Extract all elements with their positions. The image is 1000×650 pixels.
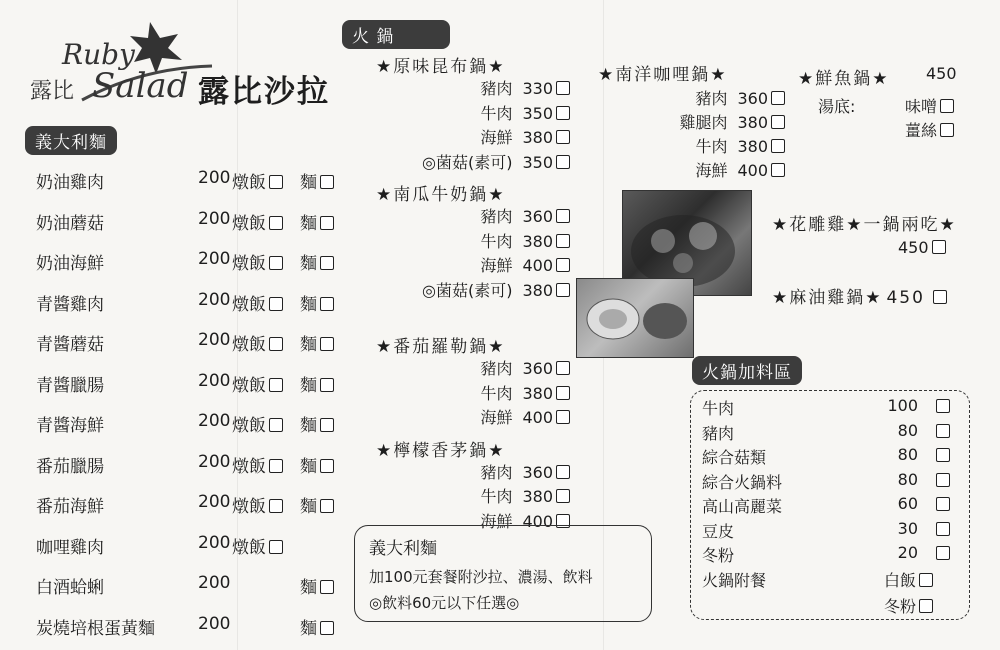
option-rice-label: 燉飯	[232, 173, 266, 193]
checkbox[interactable]	[269, 378, 283, 392]
set-note-box	[354, 525, 652, 622]
pasta-item[interactable]	[36, 573, 336, 598]
hotpot-item[interactable]	[679, 110, 785, 133]
option-noodle[interactable]	[300, 573, 334, 598]
option-rice[interactable]	[232, 330, 283, 355]
checkbox[interactable]	[556, 81, 570, 95]
hotpot-item[interactable]	[480, 204, 570, 227]
option-noodle-label: 麵	[300, 578, 317, 598]
checkbox[interactable]	[320, 418, 334, 432]
hotpot-section-label: 火 鍋	[342, 20, 450, 49]
addon-item-name: 綜合火鍋料	[702, 472, 783, 492]
hotpot-item-name: 牛肉	[480, 231, 513, 251]
pasta-item-price: 200	[198, 492, 231, 512]
checkbox[interactable]	[320, 459, 334, 473]
option-noodle-label: 麵	[300, 375, 317, 396]
pasta-item-name: 青醬臘腸	[36, 375, 104, 396]
hotpot-item[interactable]	[422, 278, 570, 301]
pasta-item-price: 200	[198, 330, 231, 350]
option-noodle-label: 麵	[300, 335, 317, 355]
pasta-item-price: 200	[198, 289, 231, 310]
checkbox[interactable]	[940, 123, 954, 137]
hotpot-item[interactable]	[480, 253, 570, 276]
option-noodle-label: 麵	[300, 618, 317, 639]
hotpot-item-name: 雞腿肉	[679, 113, 728, 132]
option-rice-label: 燉飯	[232, 254, 266, 274]
hotpot-item-price: 360	[522, 207, 553, 226]
pasta-item-name: 奶油雞肉	[36, 173, 104, 193]
hotpot-item-price: 400	[522, 511, 553, 531]
checkbox[interactable]	[269, 256, 283, 270]
option-rice[interactable]	[232, 290, 283, 315]
checkbox[interactable]	[556, 258, 570, 272]
pasta-item-price: 200	[198, 532, 231, 553]
addon-item-price: 20	[897, 543, 918, 562]
option-rice[interactable]	[232, 168, 283, 193]
pasta-item-name: 奶油蘑菇	[36, 213, 104, 234]
checkbox[interactable]	[556, 465, 570, 479]
hotpot-list	[360, 52, 570, 531]
checkbox[interactable]	[269, 499, 283, 513]
pasta-item-price: 200	[198, 573, 231, 593]
hotpot-group-title: ★原味昆布鍋★	[376, 57, 506, 77]
option-noodle[interactable]	[300, 209, 334, 234]
pasta-item-price: 200	[198, 208, 231, 229]
option-rice[interactable]	[232, 533, 283, 558]
pasta-item-name: 炭燒培根蛋黃麵	[36, 618, 155, 639]
hotpot-item-price: 400	[737, 161, 768, 180]
option-noodle[interactable]	[300, 290, 334, 315]
checkbox[interactable]	[269, 297, 283, 311]
hotpot-item-price: 380	[522, 280, 553, 300]
checkbox[interactable]	[269, 418, 283, 432]
option-noodle[interactable]	[300, 168, 334, 193]
checkbox[interactable]	[556, 361, 570, 375]
addons-list	[702, 396, 954, 566]
checkbox[interactable]	[269, 540, 283, 554]
pasta-item-name: 咖哩雞肉	[36, 537, 104, 558]
checkbox[interactable]	[556, 234, 570, 248]
option-rice-label: 燉飯	[232, 375, 266, 396]
option-rice[interactable]	[232, 411, 283, 436]
hotpot-item-price: 380	[522, 487, 553, 506]
option-rice-label: 燉飯	[232, 537, 266, 558]
hotpot-item[interactable]	[695, 134, 785, 157]
restaurant-name: 露比沙拉	[198, 74, 330, 110]
checkbox[interactable]	[269, 216, 283, 230]
option-noodle[interactable]	[300, 452, 334, 477]
hotpot-item-name: ◎菌菇(素可)	[422, 280, 513, 300]
hotpot-item-name: ◎菌菇(素可)	[422, 152, 513, 172]
option-rice-label: 燉飯	[232, 497, 266, 517]
pasta-item[interactable]	[36, 208, 336, 234]
pasta-item[interactable]	[36, 249, 336, 274]
checkbox[interactable]	[940, 99, 954, 113]
option-noodle[interactable]	[300, 330, 334, 355]
hotpot-item-price: 360	[522, 359, 553, 378]
option-rice-label: 燉飯	[232, 294, 266, 315]
checkbox[interactable]	[936, 424, 950, 438]
option-noodle-label: 麵	[300, 294, 317, 315]
hotpot-item[interactable]	[695, 158, 785, 181]
option-noodle[interactable]	[300, 249, 334, 274]
checkbox[interactable]	[320, 337, 334, 351]
option-noodle-label: 麵	[300, 254, 317, 274]
checkbox[interactable]	[771, 91, 785, 105]
logo-text-salad: Salad	[92, 66, 189, 106]
pasta-item[interactable]	[36, 492, 336, 517]
addon-item-price: 60	[897, 494, 918, 513]
addon-item-price: 100	[887, 396, 918, 415]
checkbox[interactable]	[936, 546, 950, 560]
hotpot-item-name: 海鮮	[695, 161, 728, 180]
hotpot-item-name: 豬肉	[480, 207, 513, 226]
hotpot-item-name: 牛肉	[480, 487, 513, 506]
checkbox[interactable]	[919, 599, 933, 613]
broth-label: 湯底:	[818, 97, 856, 116]
checkbox[interactable]	[933, 290, 947, 304]
option-noodle[interactable]	[300, 371, 334, 396]
pasta-section-label: 義大利麵	[25, 126, 117, 155]
sesame-pot[interactable]	[772, 283, 947, 308]
checkbox[interactable]	[556, 106, 570, 120]
pasta-item[interactable]	[36, 289, 336, 315]
checkbox[interactable]	[936, 399, 950, 413]
curry-pot-group	[598, 60, 793, 180]
hotpot-item-price: 400	[522, 408, 553, 427]
pasta-item[interactable]	[36, 613, 336, 639]
checkbox[interactable]	[320, 499, 334, 513]
hotpot-item-price: 380	[737, 113, 768, 132]
broth-option-miso[interactable]: 味噌	[905, 94, 954, 117]
hotpot-item[interactable]	[480, 101, 570, 124]
pasta-item-name: 番茄臘腸	[36, 456, 104, 477]
checkbox[interactable]	[320, 216, 334, 230]
addons-section-label: 火鍋加料區	[692, 356, 802, 385]
pasta-item-name: 青醬雞肉	[36, 294, 104, 315]
hotpot-item[interactable]	[480, 460, 570, 483]
checkbox[interactable]	[269, 337, 283, 351]
addon-item-name: 牛肉	[702, 399, 735, 418]
hotpot-item-name: 海鮮	[480, 408, 513, 427]
pasta-item[interactable]	[36, 411, 336, 436]
pasta-item-name: 番茄海鮮	[36, 497, 104, 517]
hotpot-item-price: 360	[737, 89, 768, 108]
addon-item-name: 豆皮	[702, 521, 735, 541]
option-rice[interactable]	[232, 249, 283, 274]
checkbox[interactable]	[320, 256, 334, 270]
checkbox[interactable]	[320, 297, 334, 311]
option-rice[interactable]	[232, 452, 283, 477]
set-note-title: 義大利麵	[369, 539, 437, 559]
checkbox[interactable]	[771, 139, 785, 153]
hotpot-item[interactable]	[695, 86, 785, 109]
option-rice-label: 燉飯	[232, 416, 266, 436]
hotpot-item-name: 豬肉	[480, 359, 513, 378]
option-rice[interactable]	[232, 492, 283, 517]
pasta-photo	[576, 278, 694, 358]
pasta-item-price: 200	[198, 370, 231, 391]
hotpot-item-name: 海鮮	[480, 256, 513, 275]
hotpot-item[interactable]	[480, 484, 570, 507]
hotpot-item-name: 豬肉	[480, 79, 513, 98]
hotpot-item[interactable]	[480, 76, 570, 99]
addon-item-name: 豬肉	[702, 423, 735, 443]
checkbox[interactable]	[556, 410, 570, 424]
sesame-pot-title: ★麻油雞鍋★	[772, 288, 883, 308]
checkbox[interactable]	[320, 175, 334, 189]
addon-item-name: 冬粉	[702, 546, 735, 565]
side-label: 火鍋附餐	[702, 571, 767, 590]
pasta-item-price: 200	[198, 451, 231, 472]
hotpot-item-name: 豬肉	[695, 89, 728, 108]
pasta-list	[36, 168, 336, 639]
side-option-vermicelli[interactable]: 冬粉	[884, 594, 933, 617]
checkbox[interactable]	[556, 386, 570, 400]
option-noodle-label: 麵	[300, 173, 317, 193]
checkbox[interactable]	[556, 283, 570, 297]
option-rice-label: 燉飯	[232, 456, 266, 477]
checkbox[interactable]	[556, 130, 570, 144]
pasta-item-name: 奶油海鮮	[36, 254, 104, 274]
option-rice-label: 燉飯	[232, 213, 266, 234]
pasta-item[interactable]	[36, 168, 336, 193]
side-option-rice[interactable]: 白飯	[884, 568, 933, 591]
hotpot-item-price: 330	[522, 79, 553, 98]
checkbox[interactable]	[320, 621, 334, 635]
checkbox[interactable]	[936, 497, 950, 511]
option-noodle[interactable]	[300, 411, 334, 436]
broth-option-ginger[interactable]: 薑絲	[905, 118, 954, 141]
hotpot-item-price: 380	[737, 137, 768, 156]
hotpot-item-name: 海鮮	[480, 128, 513, 147]
pasta-item-price: 200	[198, 613, 231, 634]
pasta-item[interactable]	[36, 451, 336, 477]
option-noodle-label: 麵	[300, 213, 317, 234]
checkbox[interactable]	[556, 209, 570, 223]
hotpot-group-title: ★檸檬香茅鍋★	[376, 440, 506, 461]
hotpot-item-price: 350	[522, 152, 553, 172]
hotpot-item[interactable]	[480, 229, 570, 252]
hotpot-item-name: 牛肉	[480, 383, 513, 403]
checkbox[interactable]	[556, 489, 570, 503]
option-noodle-label: 麵	[300, 497, 317, 517]
checkbox[interactable]	[771, 115, 785, 129]
option-noodle[interactable]	[300, 614, 334, 639]
logo-text-ruby: Ruby	[62, 38, 135, 71]
option-rice-label: 燉飯	[232, 335, 266, 355]
huadiao-price[interactable]: 450	[898, 238, 946, 257]
checkbox[interactable]	[320, 378, 334, 392]
set-note-line1: 加100元套餐附沙拉、濃湯、飲料	[369, 568, 593, 586]
pasta-item-price: 200	[198, 249, 231, 269]
hotpot-item[interactable]	[480, 381, 570, 404]
pasta-item-name: 白酒蛤蜊	[36, 578, 104, 598]
pasta-photo-art	[577, 279, 693, 357]
hotpot-item-price: 360	[522, 462, 553, 482]
pasta-item-price: 200	[198, 168, 231, 188]
checkbox[interactable]	[269, 175, 283, 189]
hotpot-group-title: ★南瓜牛奶鍋★	[376, 185, 506, 205]
addon-item-price: 80	[897, 469, 918, 489]
checkbox[interactable]	[936, 522, 950, 536]
pasta-item-name: 青醬海鮮	[36, 416, 104, 436]
hotpot-group-title: ★番茄羅勒鍋★	[376, 337, 506, 357]
option-rice[interactable]	[232, 209, 283, 234]
hotpot-item[interactable]	[480, 356, 570, 379]
fish-pot-title: ★鮮魚鍋★	[798, 69, 890, 89]
checkbox[interactable]	[932, 240, 946, 254]
option-rice[interactable]	[232, 371, 283, 396]
addon-item-name: 高山高麗菜	[702, 497, 783, 516]
hotpot-item-price: 350	[522, 103, 553, 123]
pasta-item[interactable]	[36, 370, 336, 396]
pasta-item-name: 青醬蘑菇	[36, 335, 104, 355]
hotpot-item-price: 380	[522, 128, 553, 147]
pasta-item-price: 200	[198, 411, 231, 431]
logo	[22, 8, 222, 118]
hotpot-group-title: ★南洋咖哩鍋★	[598, 65, 728, 85]
hotpot-item[interactable]	[480, 125, 570, 148]
pasta-item[interactable]	[36, 532, 336, 558]
set-note-line2: ◎飲料60元以下任選◎	[369, 594, 520, 612]
checkbox[interactable]	[269, 459, 283, 473]
option-noodle[interactable]	[300, 492, 334, 517]
addon-item-price: 80	[897, 420, 918, 440]
logo-text-zh: 露比	[30, 79, 75, 104]
hotpot-item-name: 豬肉	[480, 462, 513, 482]
sesame-pot-price: 450	[886, 288, 925, 308]
checkbox[interactable]	[771, 163, 785, 177]
huadiao-title: ★花雕雞★一鍋兩吃★	[772, 215, 957, 235]
pasta-item[interactable]	[36, 330, 336, 355]
addon-item-price: 30	[897, 518, 918, 538]
hotpot-item-name: 牛肉	[695, 137, 728, 156]
checkbox[interactable]	[919, 573, 933, 587]
checkbox[interactable]	[320, 580, 334, 594]
hotpot-item-price: 400	[522, 256, 553, 275]
checkbox[interactable]	[556, 155, 570, 169]
addon-item-price: 80	[897, 445, 918, 464]
hotpot-item-price: 380	[522, 231, 553, 251]
hotpot-item-price: 380	[522, 383, 553, 403]
fish-pot-price: 450	[926, 64, 957, 83]
hotpot-item-name: 牛肉	[480, 103, 513, 123]
hotpot-item[interactable]	[480, 405, 570, 428]
option-noodle-label: 麵	[300, 456, 317, 477]
checkbox[interactable]	[936, 448, 950, 462]
hotpot-item-name: 海鮮	[480, 511, 513, 531]
addon-item-name: 綜合菇類	[702, 448, 767, 467]
option-noodle-label: 麵	[300, 416, 317, 436]
hotpot-item[interactable]	[422, 150, 570, 173]
checkbox[interactable]	[936, 473, 950, 487]
